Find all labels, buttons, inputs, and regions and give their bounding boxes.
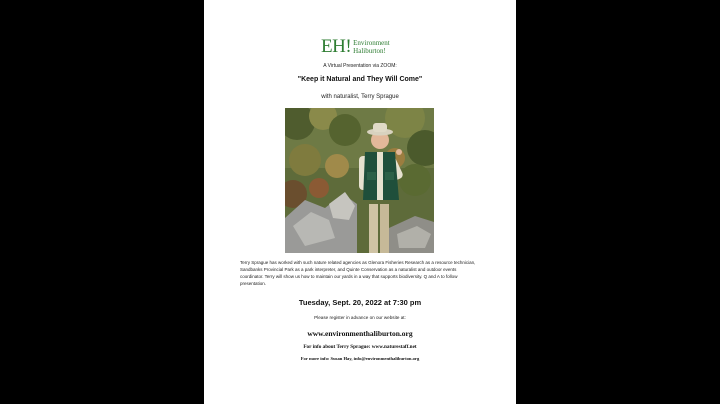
logo-wordmark	[353, 37, 390, 55]
speaker-info-link[interactable]: For info about Terry Sprague: www.naturestaff.net	[303, 344, 417, 350]
speaker-line: with naturalist, Terry Sprague	[321, 94, 399, 100]
event-datetime: Tuesday, Sept. 20, 2022 at 7:30 pm	[298, 298, 422, 307]
logo-line-2: Haliburton!	[353, 47, 386, 55]
organization-logo	[321, 37, 390, 57]
presentation-title: "Keep it Natural and They Will Come"	[297, 76, 423, 83]
registration-note: Please register in advance on our website at:	[314, 315, 406, 320]
flyer-page	[204, 0, 516, 404]
presentation-subtitle: A Virtual Presentation via ZOOM:	[323, 63, 397, 69]
website-link[interactable]: www.environmenthaliburton.org	[307, 329, 413, 338]
logo-mark: EH!	[321, 36, 352, 57]
contact-info[interactable]: For more info: Susan Hay, info@environmenthaliburton.org	[300, 356, 420, 361]
speaker-bio: Terry Sprague has worked with such nature related agencies as Glenora Fisheries Research as a resource technician, Sandbanks Provincial Park as a park interpreter, and Quinte Conservation as a naturalist and outdoor events coordinator. Terry will show us how to maintain our yards in a way that supports biodiversity. Q and A to follow presentation.	[240, 260, 476, 286]
logo-line-1: Environment	[353, 39, 390, 47]
speaker-photo	[285, 108, 434, 253]
speaker-photo-illustration	[285, 108, 434, 253]
